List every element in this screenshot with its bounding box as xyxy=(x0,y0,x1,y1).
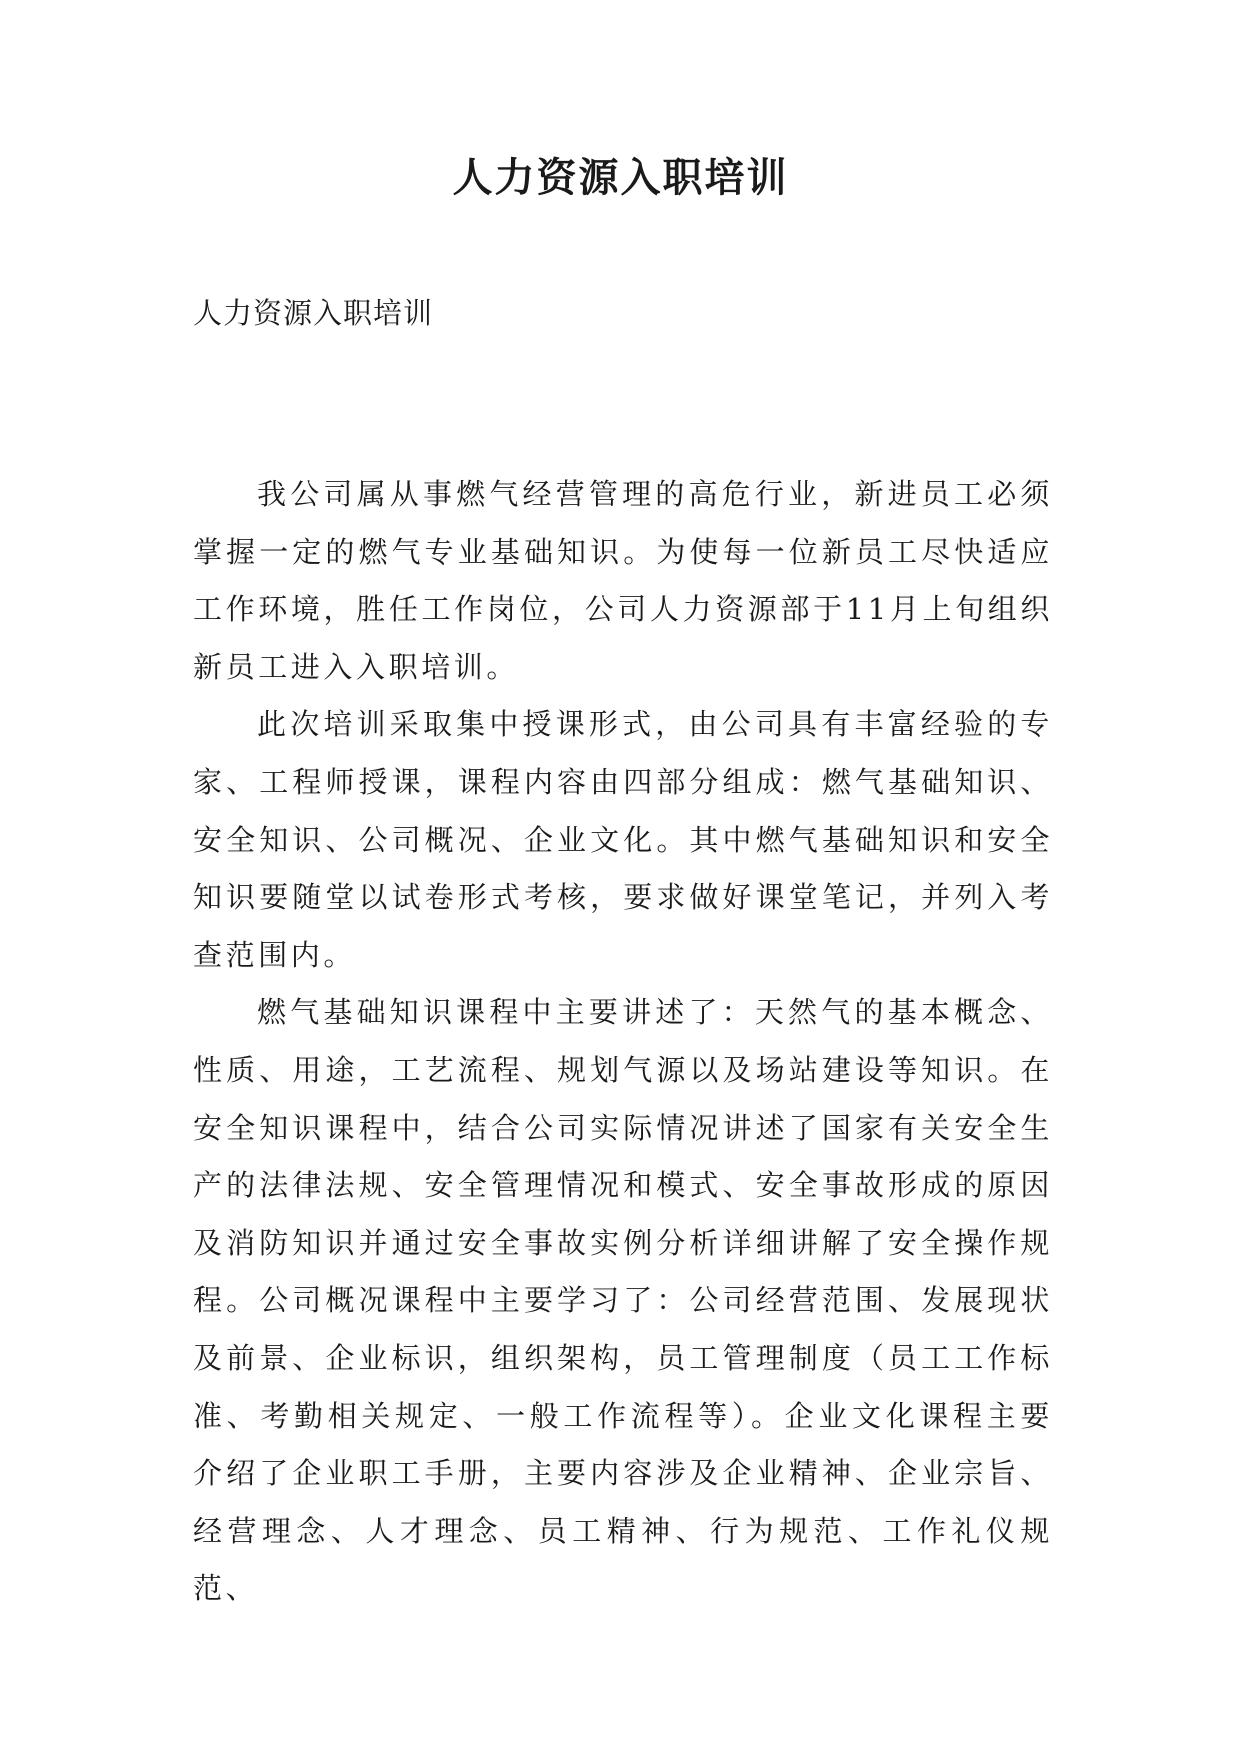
paragraph-training-format: 此次培训采取集中授课形式，由公司具有丰富经验的专家、工程师授课，课程内容由四部分组成：燃气基础知识、安全知识、公司概况、企业文化。其中燃气基础知识和安全知识要随堂以试卷形式考核，要求做好课堂笔记，并列入考查范围内。 xyxy=(193,707,1053,972)
paragraph-intro: 我公司属从事燃气经营管理的高危行业，新进员工必须掌握一定的燃气专业基础知识。为使每一位新员工尽快适应工作环境，胜任工作岗位，公司人力资源部于11月上旬组织新员工进入入职培训。 xyxy=(193,477,1053,684)
document-title: 人力资源入职培训 xyxy=(452,154,789,201)
document-subtitle: 人力资源入职培训 xyxy=(193,296,434,330)
paragraph-course-content: 燃气基础知识课程中主要讲述了：天然气的基本概念、性质、用途，工艺流程、规划气源以及场站建设等知识。在安全知识课程中，结合公司实际情况讲述了国家有关安全生产的法律法规、安全管理情况和模式、安全事故形成的原因及消防知识并通过安全事故实例分析详细讲解了安全操作规程。公司概况课程中主要学习了：公司经营范围、发展现状及前景、企业标识，组织架构，员工管理制度（员工工作标准、考勤相关规定、一般工作流程等）。企业文化课程主要介绍了企业职工手册，主要内容涉及企业精神、企业宗旨、经营理念、人才理念、员工精神、行为规范、工作礼仪规范、 xyxy=(193,995,1053,1606)
document-body xyxy=(193,466,1053,1618)
